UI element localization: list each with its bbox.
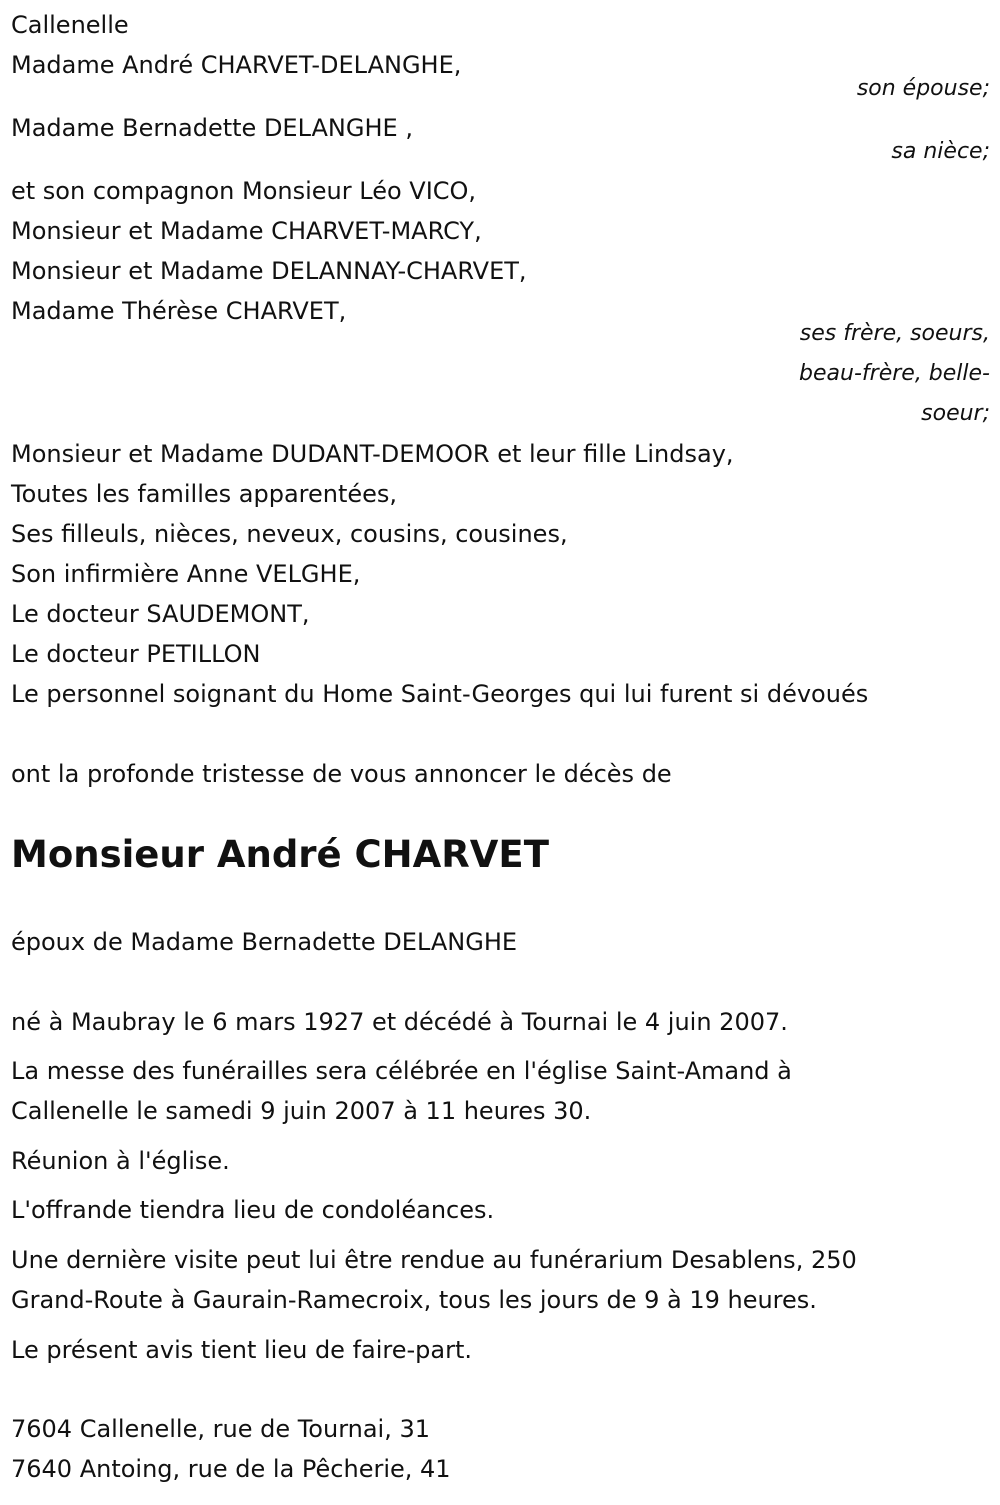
announcement: ont la profonde tristesse de vous annoncer le décès de [11,760,672,788]
mourner-line: Toutes les familles apparentées, [11,480,398,508]
niece-name: Madame Bernadette DELANGHE , [11,114,413,142]
mourner-line: Ses filleuls, nièces, neveux, cousins, cousines, [11,520,568,548]
detail-line: La messe des funérailles sera célébrée en l'église Saint-Amand à [11,1057,792,1085]
detail-line: né à Maubray le 6 mars 1927 et décédé à Tournai le 4 juin 2007. [11,1008,788,1036]
mourner-line: Son infirmière Anne VELGHE, [11,560,361,588]
sibling-line: Madame Thérèse CHARVET, [11,297,347,325]
mourner-line: Monsieur et Madame DUDANT-DEMOOR et leur fille Lindsay, [11,440,734,468]
sibling-line: Monsieur et Madame DELANNAY-CHARVET, [11,257,527,285]
sibling-line: Monsieur et Madame CHARVET-MARCY, [11,217,482,245]
detail-line: Callenelle le samedi 9 juin 2007 à 11 heures 30. [11,1097,592,1125]
detail-line: Réunion à l'église. [11,1147,230,1175]
mourner-line: Le personnel soignant du Home Saint-Georges qui lui furent si dévoués [11,680,869,708]
detail-line: L'offrande tiendra lieu de condoléances. [11,1196,495,1224]
siblings-relation: ses frère, soeurs, [799,321,990,346]
mourner-line: Le docteur SAUDEMONT, [11,600,310,628]
niece-partner: et son compagnon Monsieur Léo VICO, [11,177,477,205]
spouse-of: époux de Madame Bernadette DELANGHE [11,928,518,956]
deceased-name: Monsieur André CHARVET [11,833,549,876]
detail-line: Grand-Route à Gaurain-Ramecroix, tous les jours de 9 à 19 heures. [11,1286,817,1314]
address-line: 7640 Antoing, rue de la Pêcherie, 41 [11,1455,451,1483]
address-line: 7604 Callenelle, rue de Tournai, 31 [11,1415,431,1443]
spouse-name: Madame André CHARVET-DELANGHE, [11,51,462,79]
siblings-relation: beau-frère, belle- [799,361,990,386]
detail-line: Le présent avis tient lieu de faire-part. [11,1336,473,1364]
spouse-relation: son épouse; [856,76,990,101]
mourner-line: Le docteur PETILLON [11,640,261,668]
niece-relation: sa nièce; [891,139,990,164]
location: Callenelle [11,11,129,39]
detail-line: Une dernière visite peut lui être rendue au funérarium Desablens, 250 [11,1246,857,1274]
siblings-relation: soeur; [921,401,990,426]
